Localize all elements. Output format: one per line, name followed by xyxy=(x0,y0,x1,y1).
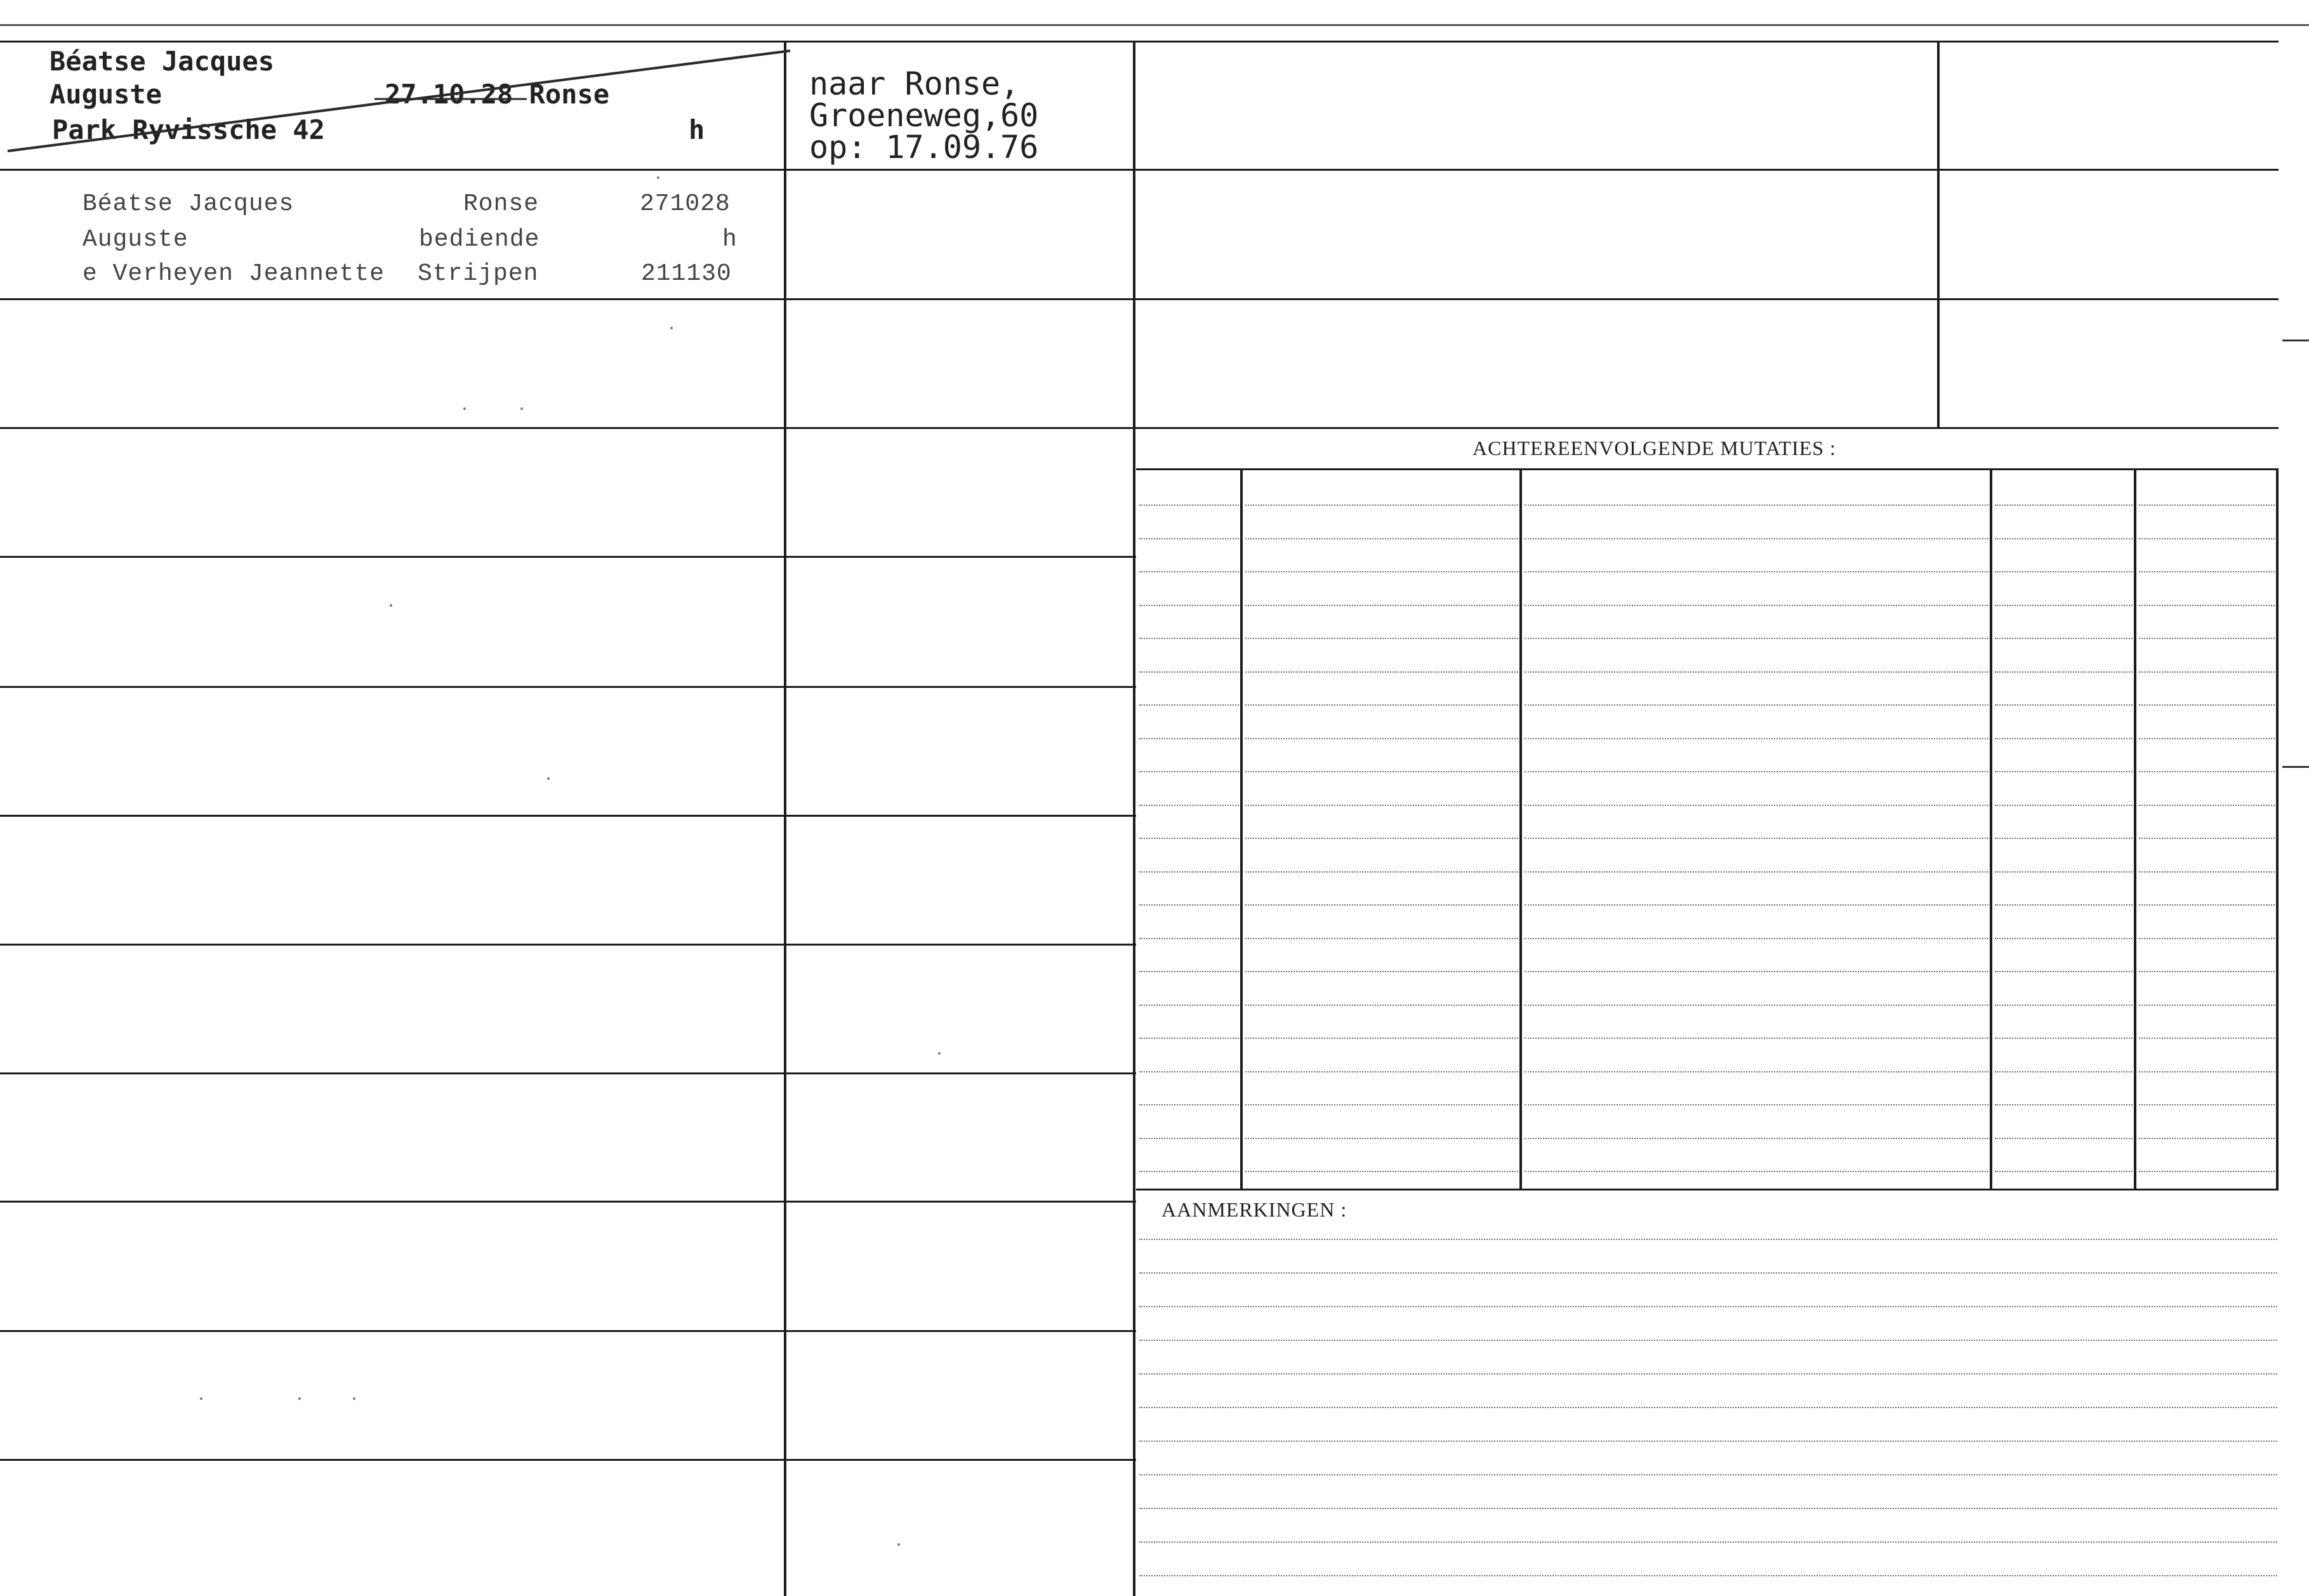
mutations-ruled-line xyxy=(1995,1104,2133,1105)
mutations-ruled-line xyxy=(1525,1104,1988,1105)
margin-tick xyxy=(2282,340,2309,341)
mutations-ruled-line xyxy=(1139,571,1239,572)
mutations-ruled-line xyxy=(1245,971,1518,972)
mutations-ruled-line xyxy=(1525,638,1988,639)
row-rule xyxy=(0,1459,1136,1461)
mutations-ruled-line xyxy=(1245,505,1518,506)
row-rule xyxy=(0,556,1136,558)
mutations-ruled-line xyxy=(1139,1038,1239,1039)
header-first-name: Auguste xyxy=(50,79,162,110)
remarks-ruled-line xyxy=(1139,1441,2277,1442)
remarks-ruled-line xyxy=(1139,1541,2277,1543)
mutations-ruled-line xyxy=(2139,971,2275,972)
mutations-ruled-line xyxy=(1525,838,1988,839)
scan-speck xyxy=(670,327,673,329)
mutations-ruled-line xyxy=(1995,571,2133,572)
record-spouse-date: 211130 xyxy=(641,260,732,287)
scan-speck xyxy=(353,1397,355,1400)
mutations-ruled-line xyxy=(2139,538,2275,539)
mutations-ruled-line xyxy=(1245,904,1518,906)
mutations-ruled-line xyxy=(2139,1138,2275,1139)
scan-speck xyxy=(897,1543,900,1546)
mutations-ruled-line xyxy=(1995,805,2133,806)
mutations-ruled-line xyxy=(1995,904,2133,906)
mutations-ruled-line xyxy=(1245,1138,1518,1139)
mutations-ruled-line xyxy=(1139,1138,1239,1139)
header-street: Park Ryvissche 42 xyxy=(52,114,325,145)
mutations-ruled-line xyxy=(1139,738,1239,739)
mutations-ruled-line xyxy=(1245,538,1518,539)
mutations-ruled-line xyxy=(1995,971,2133,972)
mutations-ruled-line xyxy=(2139,805,2275,806)
row-rule xyxy=(0,815,1136,817)
mutations-col-divider xyxy=(1240,468,1243,1189)
mutations-ruled-line xyxy=(1995,605,2133,606)
mutations-ruled-line xyxy=(1525,571,1988,572)
mutations-ruled-line xyxy=(1245,638,1518,639)
mutations-ruled-line xyxy=(1525,771,1988,772)
remarks-ruled-line xyxy=(1139,1239,2277,1240)
mutations-ruled-line xyxy=(1139,938,1239,939)
mutations-ruled-line xyxy=(2139,571,2275,572)
mutations-ruled-line xyxy=(1525,738,1988,739)
mutations-ruled-line xyxy=(1139,605,1239,606)
mutations-ruled-line xyxy=(2139,838,2275,839)
mutations-ruled-line xyxy=(1525,1071,1988,1072)
record-birth-place: Ronse xyxy=(463,190,539,218)
mutations-ruled-line xyxy=(1525,538,1988,539)
record-occupation: bediende xyxy=(419,226,540,253)
mutations-ruled-line xyxy=(2139,1171,2275,1172)
scan-speck xyxy=(938,1052,941,1055)
mutations-ruled-line xyxy=(1995,1038,2133,1039)
record-name: Béatse Jacques xyxy=(83,190,294,218)
header-birth: 27.10.28 Ronse xyxy=(385,79,610,110)
mutations-ruled-line xyxy=(2139,1071,2275,1072)
mutations-ruled-line xyxy=(1245,938,1518,939)
mutations-ruled-line xyxy=(1525,605,1988,606)
scan-speck xyxy=(657,176,659,179)
mutations-ruled-line xyxy=(1995,1005,2133,1006)
mutations-ruled-line xyxy=(1525,505,1988,506)
mutations-ruled-line xyxy=(1245,605,1518,606)
column-divider-right xyxy=(1937,41,1940,427)
header-name: Béatse Jacques xyxy=(50,46,275,77)
mutations-col-divider xyxy=(1519,468,1522,1189)
mutations-ruled-line xyxy=(1995,838,2133,839)
mutations-ruled-line xyxy=(2139,605,2275,606)
mutations-ruled-line xyxy=(1525,938,1988,939)
remarks-ruled-line xyxy=(1139,1407,2277,1408)
record-spouse-place: Strijpen xyxy=(418,260,539,287)
mutations-ruled-line xyxy=(1139,638,1239,639)
mutations-ruled-line xyxy=(1995,738,2133,739)
mutations-ruled-line xyxy=(1139,671,1239,673)
row-rule xyxy=(0,1072,1136,1074)
scan-speck xyxy=(547,777,550,780)
mutations-ruled-line xyxy=(1139,538,1239,539)
row-rule xyxy=(0,298,1136,300)
row-rule xyxy=(0,944,1136,946)
mutations-ruled-line xyxy=(1139,904,1239,906)
record-sex: h xyxy=(722,226,738,253)
mutations-col-divider xyxy=(1990,468,1992,1189)
move-date: op: 17.09.76 xyxy=(809,129,1039,166)
mutations-ruled-line xyxy=(1245,771,1518,772)
mutations-ruled-line xyxy=(2139,771,2275,772)
row-rule xyxy=(0,169,1136,171)
mutations-ruled-line xyxy=(1995,1138,2133,1139)
mutations-ruled-line xyxy=(1245,571,1518,572)
mutations-ruled-line xyxy=(1139,805,1239,806)
remarks-ruled-line xyxy=(1139,1474,2277,1475)
mutations-ruled-line xyxy=(1245,671,1518,673)
mutations-ruled-line xyxy=(1245,738,1518,739)
mutations-ruled-line xyxy=(1525,1171,1988,1172)
mutations-ruled-line xyxy=(1525,1138,1988,1139)
scan-speck xyxy=(463,407,466,410)
mutations-ruled-line xyxy=(2139,738,2275,739)
mutations-ruled-line xyxy=(1995,771,2133,772)
mutations-col-divider xyxy=(2276,468,2279,1189)
mutations-ruled-line xyxy=(2139,1104,2275,1105)
record-first-name: Auguste xyxy=(83,226,189,253)
mutations-ruled-line xyxy=(1139,971,1239,972)
mutations-ruled-line xyxy=(2139,871,2275,873)
column-divider-middle xyxy=(1133,41,1135,1596)
mutations-ruled-line xyxy=(1525,871,1988,873)
remarks-ruled-line xyxy=(1139,1508,2277,1509)
mutations-ruled-line xyxy=(2139,704,2275,706)
scan-speck xyxy=(520,407,523,410)
mutations-col-divider xyxy=(2134,468,2136,1189)
row-rule xyxy=(0,686,1136,688)
mutations-ruled-line xyxy=(2139,1005,2275,1006)
mutations-ruled-line xyxy=(1525,671,1988,673)
row-rule xyxy=(0,1201,1136,1203)
header-sex: h xyxy=(689,114,705,145)
mutations-ruled-line xyxy=(2139,638,2275,639)
record-spouse: e Verheyen Jeannette xyxy=(83,260,385,287)
mutations-ruled-line xyxy=(1995,704,2133,706)
mutations-ruled-line xyxy=(1525,704,1988,706)
remarks-ruled-line xyxy=(1139,1272,2277,1274)
right-row-rule xyxy=(1136,298,2279,300)
mutations-heading: ACHTEREENVOLGENDE MUTATIES : xyxy=(1472,437,1836,459)
remarks-ruled-line xyxy=(1139,1575,2277,1576)
margin-tick xyxy=(2282,766,2309,768)
mutations-ruled-line xyxy=(1139,505,1239,506)
mutations-ruled-line xyxy=(1995,1071,2133,1072)
mutations-ruled-line xyxy=(1139,1071,1239,1072)
mutations-ruled-line xyxy=(1139,1005,1239,1006)
mutations-ruled-line xyxy=(1995,871,2133,873)
column-divider-left xyxy=(784,41,786,1596)
mutations-ruled-line xyxy=(2139,505,2275,506)
mutations-ruled-line xyxy=(1245,1104,1518,1105)
mutations-ruled-line xyxy=(1525,1005,1988,1006)
mutations-ruled-line xyxy=(1139,771,1239,772)
scan-speck xyxy=(200,1397,202,1400)
mutations-ruled-line xyxy=(2139,671,2275,673)
mutations-ruled-line xyxy=(1245,805,1518,806)
mutations-ruled-line xyxy=(1245,704,1518,706)
remarks-heading: AANMERKINGEN : xyxy=(1161,1198,1347,1221)
mutations-ruled-line xyxy=(2139,938,2275,939)
mutations-ruled-line xyxy=(1139,704,1239,706)
mutations-ruled-line xyxy=(1995,938,2133,939)
mutations-ruled-line xyxy=(1995,1171,2133,1172)
strike-through-line xyxy=(0,0,825,165)
mutations-top-rule xyxy=(1136,468,2279,470)
move-address: Groeneweg,60 xyxy=(809,97,1039,134)
mutations-ruled-line xyxy=(1525,805,1988,806)
mutations-ruled-line xyxy=(1139,871,1239,873)
mutations-ruled-line xyxy=(1995,671,2133,673)
scan-speck xyxy=(390,604,392,607)
mutations-ruled-line xyxy=(1995,538,2133,539)
mutations-ruled-line xyxy=(1245,871,1518,873)
mutations-ruled-line xyxy=(2139,1038,2275,1039)
mutations-ruled-line xyxy=(1245,1171,1518,1172)
mutations-ruled-line xyxy=(1525,1038,1988,1039)
remarks-ruled-line xyxy=(1139,1373,2277,1375)
mutations-bottom-rule xyxy=(1136,1189,2279,1190)
mutations-ruled-line xyxy=(2139,904,2275,906)
mutations-ruled-line xyxy=(1245,838,1518,839)
remarks-ruled-line xyxy=(1139,1306,2277,1307)
mutations-ruled-line xyxy=(1525,904,1988,906)
remarks-ruled-line xyxy=(1139,1340,2277,1341)
scan-speck xyxy=(298,1397,301,1400)
row-rule xyxy=(0,1330,1136,1332)
right-row-rule xyxy=(1136,169,2279,171)
row-rule xyxy=(0,427,1136,429)
mutations-ruled-line xyxy=(1245,1071,1518,1072)
mutations-ruled-line xyxy=(1245,1038,1518,1039)
mutations-ruled-line xyxy=(1139,838,1239,839)
right-row-rule xyxy=(1136,427,2279,429)
mutations-ruled-line xyxy=(1525,971,1988,972)
mutations-ruled-line xyxy=(1995,505,2133,506)
mutations-ruled-line xyxy=(1245,1005,1518,1006)
mutations-ruled-line xyxy=(1995,638,2133,639)
move-destination: naar Ronse, xyxy=(809,65,1020,102)
mutations-ruled-line xyxy=(1139,1104,1239,1105)
record-birth-date: 271028 xyxy=(640,190,731,218)
mutations-ruled-line xyxy=(1139,1171,1239,1172)
